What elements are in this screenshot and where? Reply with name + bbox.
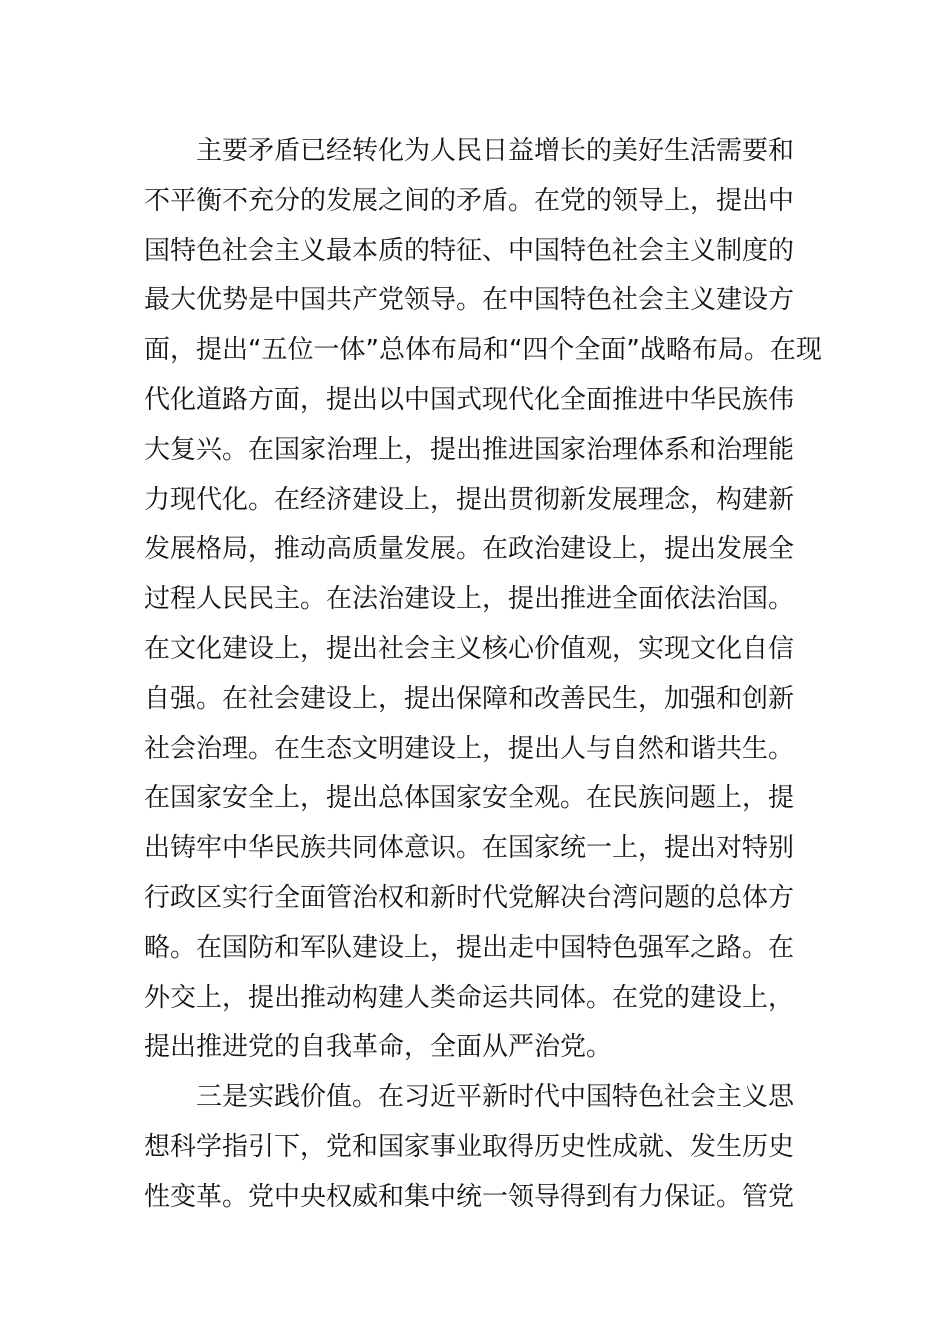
- text-line: 在国家安全上，提出总体国家安全观。在民族问题上，提: [144, 783, 795, 814]
- text-line: 自强。在社会建设上，提出保障和改善民生，加强和创新: [144, 683, 795, 714]
- text-line: 略。在国防和军队建设上，提出走中国特色强军之路。在: [144, 932, 795, 963]
- text-line: 过程人民民主。在法治建设上，提出推进全面依法治国。: [144, 584, 795, 615]
- text-line: 三是实践价值。在习近平新时代中国特色社会主义思: [196, 1082, 795, 1113]
- text-line: 在文化建设上，提出社会主义核心价值观，实现文化自信: [144, 633, 795, 664]
- text-line: 最大优势是中国共产党领导。在中国特色社会主义建设方: [144, 285, 795, 316]
- text-line: 不平衡不充分的发展之间的矛盾。在党的领导上，提出中: [144, 185, 795, 216]
- text-line: 主要矛盾已经转化为人民日益增长的美好生活需要和: [196, 136, 795, 166]
- text-line: 代化道路方面，提出以中国式现代化全面推进中华民族伟: [144, 384, 795, 415]
- text-line: 外交上，提出推动构建人类命运共同体。在党的建设上，: [144, 982, 795, 1013]
- text-line: 发展格局，推动高质量发展。在政治建设上，提出发展全: [144, 534, 795, 565]
- text-line: 社会治理。在生态文明建设上，提出人与自然和谐共生。: [144, 733, 795, 764]
- text-line: 提出推进党的自我革命，全面从严治党。: [144, 1032, 613, 1063]
- text-line: 出铸牢中华民族共同体意识。在国家统一上，提出对特别: [144, 833, 795, 864]
- text-line: 力现代化。在经济建设上，提出贯彻新发展理念，构建新: [144, 484, 795, 515]
- text-line: 行政区实行全面管治权和新时代党解决台湾问题的总体方: [144, 882, 795, 913]
- text-line: 想科学指引下，党和国家事业取得历史性成就、发生历史: [144, 1131, 795, 1162]
- text-line: 大复兴。在国家治理上，提出推进国家治理体系和治理能: [144, 434, 795, 465]
- text-line: 国特色社会主义最本质的特征、中国特色社会主义制度的: [144, 235, 795, 266]
- text-line: 面，提出“五位一体”总体布局和“四个全面”战略布局。在现: [144, 335, 822, 366]
- document-body: [144, 127, 822, 1223]
- text-line: 性变革。党中央权威和集中统一领导得到有力保证。管党: [144, 1181, 795, 1212]
